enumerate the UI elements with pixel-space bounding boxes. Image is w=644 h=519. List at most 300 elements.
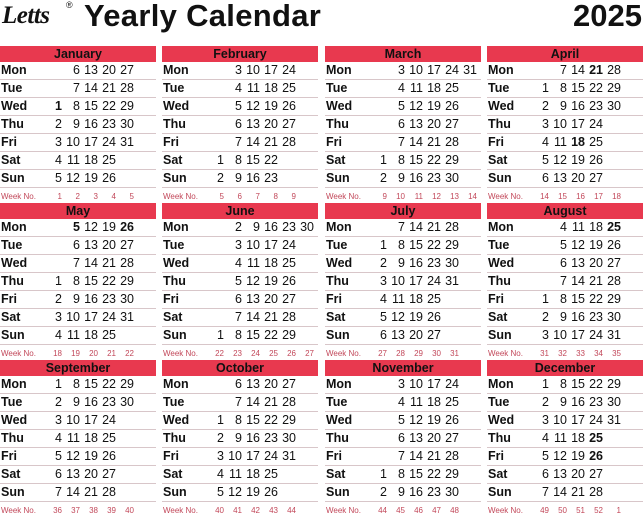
week-day-row: [0, 412, 156, 430]
date-cell: 26: [282, 274, 296, 288]
date-cell: 25: [445, 395, 459, 409]
date-cell: 15: [409, 153, 423, 167]
week-number: 45: [396, 506, 405, 515]
date-cell: 9: [560, 310, 567, 324]
date-cell: 5: [542, 449, 549, 463]
date-cell: 14: [246, 395, 260, 409]
date-cell: 22: [102, 99, 116, 113]
week-number: 1: [616, 506, 621, 515]
date-cell: 26: [607, 238, 621, 252]
date-cell: 15: [84, 377, 98, 391]
date-cell: 10: [409, 377, 423, 391]
date-cell: 20: [427, 117, 441, 131]
week-number: 7: [255, 192, 260, 201]
date-cell: 2: [380, 485, 387, 499]
date-cell: 20: [264, 292, 278, 306]
week-day-row: [325, 394, 481, 412]
date-cell: 20: [571, 467, 585, 481]
date-cell: 18: [427, 81, 441, 95]
date-cell: 11: [247, 256, 260, 270]
date-cell: 8: [73, 99, 80, 113]
date-cell: 1: [217, 328, 224, 342]
date-cell: 22: [427, 153, 441, 167]
day-name: Sun: [326, 485, 350, 499]
date-cell: 8: [560, 377, 567, 391]
day-name: Mon: [163, 63, 189, 77]
date-cell: 16: [571, 395, 585, 409]
date-cell: 23: [102, 395, 116, 409]
date-cell: 7: [560, 274, 567, 288]
day-name: Tue: [1, 395, 23, 409]
week-number: 51: [576, 506, 585, 515]
week-number: 20: [89, 349, 98, 358]
date-cell: 15: [84, 99, 98, 113]
week-day-row: [325, 219, 481, 237]
date-cell: 27: [120, 238, 134, 252]
date-cell: 19: [246, 485, 260, 499]
week-day-row: [325, 448, 481, 466]
date-cell: 26: [589, 449, 603, 463]
week-day-row: [0, 219, 156, 237]
date-cell: 11: [67, 431, 80, 445]
date-cell: 17: [427, 377, 441, 391]
date-cell: 5: [217, 485, 224, 499]
date-cell: 18: [264, 81, 278, 95]
date-cell: 29: [607, 81, 621, 95]
date-cell: 11: [554, 431, 567, 445]
week-number: 32: [558, 349, 567, 358]
day-name: Mon: [488, 220, 514, 234]
date-cell: 4: [542, 431, 549, 445]
date-cell: 18: [571, 135, 585, 149]
week-number: 48: [450, 506, 459, 515]
date-cell: 3: [55, 135, 62, 149]
week-number: 6: [237, 192, 242, 201]
week-day-row: [325, 412, 481, 430]
date-cell: 20: [409, 328, 423, 342]
day-name: Fri: [163, 292, 179, 306]
date-cell: 5: [55, 449, 62, 463]
date-cell: 6: [398, 431, 405, 445]
day-name: Sat: [1, 310, 21, 324]
week-day-row: [0, 170, 156, 188]
date-cell: 30: [445, 256, 459, 270]
date-cell: 3: [398, 63, 405, 77]
date-cell: 10: [246, 63, 260, 77]
date-cell: 17: [427, 63, 441, 77]
date-cell: 15: [571, 292, 585, 306]
week-day-row: [487, 237, 643, 255]
date-cell: 7: [398, 220, 405, 234]
date-cell: 26: [445, 413, 459, 427]
date-cell: 9: [73, 117, 80, 131]
date-cell: 2: [55, 117, 62, 131]
date-cell: 16: [571, 310, 585, 324]
week-day-row: [487, 466, 643, 484]
week-number: 40: [125, 506, 134, 515]
date-cell: 18: [84, 431, 98, 445]
date-cell: 13: [409, 431, 423, 445]
date-cell: 10: [553, 117, 567, 131]
week-number: 25: [269, 349, 278, 358]
week-day-row: [487, 116, 643, 134]
date-cell: 28: [589, 485, 603, 499]
date-cell: 6: [235, 117, 242, 131]
month-block: [162, 360, 318, 516]
date-cell: 25: [102, 328, 116, 342]
date-cell: 27: [282, 292, 296, 306]
week-day-row: [162, 152, 318, 170]
week-no-label: Week No.: [1, 349, 36, 358]
week-number: 16: [576, 192, 585, 201]
week-number: 15: [558, 192, 567, 201]
date-cell: 9: [560, 99, 567, 113]
week-number: 31: [450, 349, 459, 358]
day-name: Sat: [488, 467, 508, 481]
day-name: Sat: [1, 153, 21, 167]
week-number: 44: [287, 506, 296, 515]
day-name: Wed: [326, 256, 353, 270]
date-cell: 24: [445, 63, 459, 77]
week-number: 9: [382, 192, 387, 201]
week-day-row: [0, 237, 156, 255]
date-cell: 30: [120, 395, 134, 409]
date-cell: 21: [589, 274, 603, 288]
week-number: 27: [378, 349, 387, 358]
date-cell: 20: [571, 171, 585, 185]
date-cell: 23: [102, 292, 116, 306]
day-name: Wed: [1, 256, 28, 270]
date-cell: 23: [589, 395, 603, 409]
date-cell: 22: [427, 467, 441, 481]
month-name: March: [325, 46, 481, 62]
week-number: 31: [540, 349, 549, 358]
day-name: Wed: [163, 413, 190, 427]
date-cell: 23: [264, 431, 278, 445]
date-cell: 10: [409, 63, 423, 77]
date-cell: 20: [84, 467, 98, 481]
week-day-row: [162, 291, 318, 309]
day-name: Sat: [163, 310, 183, 324]
date-cell: 14: [246, 310, 260, 324]
day-name: Mon: [326, 220, 352, 234]
date-cell: 1: [55, 377, 62, 391]
week-day-row: [325, 273, 481, 291]
day-name: Tue: [1, 238, 23, 252]
week-day-row: [487, 412, 643, 430]
month-block: [487, 360, 643, 516]
month-name: May: [0, 203, 156, 219]
date-cell: 2: [55, 395, 62, 409]
day-name: Mon: [1, 63, 27, 77]
date-cell: 1: [542, 377, 549, 391]
date-cell: 6: [542, 467, 549, 481]
week-day-row: [325, 134, 481, 152]
week-day-row: [487, 219, 643, 237]
week-day-row: [162, 237, 318, 255]
date-cell: 13: [553, 467, 567, 481]
date-cell: 26: [120, 220, 134, 234]
date-cell: 4: [542, 135, 549, 149]
date-cell: 9: [235, 171, 242, 185]
week-number: 8: [273, 192, 278, 201]
date-cell: 8: [560, 292, 567, 306]
month-name: February: [162, 46, 318, 62]
week-day-row: [487, 309, 643, 327]
day-name: Sat: [326, 310, 346, 324]
week-number: 2: [75, 192, 80, 201]
date-cell: 12: [246, 274, 260, 288]
day-name: Tue: [326, 238, 348, 252]
date-cell: 19: [427, 99, 441, 113]
date-cell: 20: [102, 63, 116, 77]
week-day-row: [0, 116, 156, 134]
date-cell: 22: [589, 81, 603, 95]
date-cell: 11: [410, 395, 423, 409]
date-cell: 21: [571, 485, 585, 499]
week-number: 17: [594, 192, 603, 201]
date-cell: 1: [380, 153, 387, 167]
date-cell: 16: [409, 485, 423, 499]
week-day-row: [162, 255, 318, 273]
date-cell: 26: [427, 310, 441, 324]
date-cell: 17: [84, 135, 98, 149]
date-cell: 24: [427, 274, 441, 288]
date-cell: 20: [589, 256, 603, 270]
date-cell: 29: [445, 153, 459, 167]
day-name: Fri: [488, 292, 504, 306]
date-cell: 30: [445, 171, 459, 185]
date-cell: 12: [66, 449, 80, 463]
date-cell: 18: [427, 395, 441, 409]
date-cell: 23: [427, 485, 441, 499]
date-cell: 30: [120, 117, 134, 131]
date-cell: 29: [607, 377, 621, 391]
week-day-row: [325, 376, 481, 394]
week-no-label: Week No.: [163, 506, 198, 515]
date-cell: 23: [264, 171, 278, 185]
date-cell: 25: [427, 292, 441, 306]
date-cell: 4: [235, 256, 242, 270]
day-name: Thu: [326, 117, 349, 131]
date-cell: 5: [235, 274, 242, 288]
date-cell: 2: [542, 310, 549, 324]
month-name: November: [325, 360, 481, 376]
date-cell: 11: [572, 220, 585, 234]
date-cell: 23: [427, 256, 441, 270]
date-cell: 21: [427, 220, 441, 234]
date-cell: 22: [264, 328, 278, 342]
date-cell: 30: [445, 485, 459, 499]
date-cell: 19: [84, 449, 98, 463]
week-number: 29: [414, 349, 423, 358]
date-cell: 15: [246, 153, 260, 167]
date-cell: 1: [55, 274, 62, 288]
week-day-row: [325, 116, 481, 134]
day-name: Fri: [326, 449, 342, 463]
week-day-row: [325, 152, 481, 170]
date-cell: 5: [542, 153, 549, 167]
week-number: 9: [291, 192, 296, 201]
week-number: 38: [89, 506, 98, 515]
date-cell: 4: [55, 431, 62, 445]
date-cell: 24: [589, 328, 603, 342]
date-cell: 28: [282, 310, 296, 324]
date-cell: 16: [571, 99, 585, 113]
day-name: Wed: [326, 413, 353, 427]
month-block: [0, 360, 156, 516]
day-name: Tue: [163, 395, 185, 409]
week-no-label: Week No.: [488, 192, 523, 201]
date-cell: 7: [542, 485, 549, 499]
date-cell: 25: [445, 81, 459, 95]
week-numbers-row: [0, 502, 156, 519]
date-cell: 10: [66, 413, 80, 427]
date-cell: 27: [589, 171, 603, 185]
calendar-header: [0, 0, 644, 40]
date-cell: 29: [120, 274, 134, 288]
week-day-row: [0, 98, 156, 116]
week-numbers-row: [487, 502, 643, 519]
week-number: 33: [576, 349, 585, 358]
date-cell: 11: [229, 467, 242, 481]
date-cell: 31: [120, 310, 134, 324]
date-cell: 7: [73, 81, 80, 95]
week-day-row: [0, 327, 156, 345]
day-name: Fri: [326, 135, 342, 149]
week-number: 42: [251, 506, 260, 515]
date-cell: 5: [398, 99, 405, 113]
date-cell: 28: [120, 81, 134, 95]
week-number: 1: [57, 192, 62, 201]
date-cell: 24: [282, 63, 296, 77]
date-cell: 14: [409, 220, 423, 234]
week-number: 46: [414, 506, 423, 515]
day-name: Sat: [326, 153, 346, 167]
date-cell: 23: [427, 171, 441, 185]
date-cell: 30: [282, 431, 296, 445]
day-name: Tue: [163, 81, 185, 95]
week-no-label: Week No.: [1, 192, 36, 201]
date-cell: 17: [571, 413, 585, 427]
date-cell: 15: [246, 328, 260, 342]
date-cell: 9: [253, 220, 260, 234]
week-number: 5: [129, 192, 134, 201]
date-cell: 6: [380, 328, 387, 342]
day-name: Tue: [1, 81, 23, 95]
date-cell: 12: [553, 449, 567, 463]
day-name: Sun: [1, 171, 25, 185]
week-day-row: [0, 394, 156, 412]
month-name: June: [162, 203, 318, 219]
week-number: 30: [432, 349, 441, 358]
week-day-row: [162, 466, 318, 484]
day-name: Sun: [163, 171, 187, 185]
week-numbers-row: [162, 502, 318, 519]
date-cell: 10: [246, 238, 260, 252]
week-number: 13: [450, 192, 459, 201]
date-cell: 13: [391, 328, 405, 342]
date-cell: 27: [589, 467, 603, 481]
week-number: 44: [378, 506, 387, 515]
week-number: 19: [71, 349, 80, 358]
date-cell: 6: [55, 467, 62, 481]
date-cell: 13: [246, 117, 260, 131]
date-cell: 26: [102, 171, 116, 185]
day-name: Sun: [326, 171, 350, 185]
date-cell: 21: [264, 310, 278, 324]
date-cell: 23: [589, 99, 603, 113]
date-cell: 13: [84, 238, 98, 252]
date-cell: 4: [380, 292, 387, 306]
letts-logo: Letts: [2, 2, 50, 29]
day-name: Sun: [488, 171, 512, 185]
date-cell: 27: [282, 117, 296, 131]
week-day-row: [325, 327, 481, 345]
date-cell: 13: [246, 377, 260, 391]
date-cell: 12: [571, 238, 585, 252]
week-day-row: [487, 170, 643, 188]
week-day-row: [487, 448, 643, 466]
day-name: Sat: [163, 467, 183, 481]
date-cell: 22: [102, 377, 116, 391]
day-name: Wed: [1, 99, 28, 113]
date-cell: 21: [264, 395, 278, 409]
date-cell: 19: [571, 449, 585, 463]
date-cell: 16: [246, 431, 260, 445]
date-cell: 28: [445, 135, 459, 149]
week-number: 22: [215, 349, 224, 358]
date-cell: 16: [246, 171, 260, 185]
date-cell: 28: [607, 274, 621, 288]
day-name: Thu: [163, 117, 186, 131]
date-cell: 11: [392, 292, 405, 306]
date-cell: 31: [607, 328, 621, 342]
day-name: Thu: [1, 274, 24, 288]
week-day-row: [162, 170, 318, 188]
date-cell: 7: [235, 310, 242, 324]
date-cell: 20: [264, 377, 278, 391]
week-day-row: [162, 309, 318, 327]
month-name: August: [487, 203, 643, 219]
week-day-row: [162, 430, 318, 448]
week-number: 21: [107, 349, 116, 358]
week-day-row: [162, 448, 318, 466]
day-name: Sat: [1, 467, 21, 481]
month-name: July: [325, 203, 481, 219]
month-block: [325, 203, 481, 359]
date-cell: 5: [55, 171, 62, 185]
month-block: [325, 360, 481, 516]
date-cell: 24: [589, 413, 603, 427]
date-cell: 17: [264, 63, 278, 77]
day-name: Thu: [1, 117, 24, 131]
day-name: Tue: [326, 395, 348, 409]
date-cell: 16: [409, 256, 423, 270]
date-cell: 19: [84, 171, 98, 185]
date-cell: 8: [73, 274, 80, 288]
date-cell: 21: [84, 485, 98, 499]
date-cell: 15: [409, 467, 423, 481]
week-day-row: [0, 255, 156, 273]
day-name: Mon: [488, 63, 514, 77]
date-cell: 10: [391, 274, 405, 288]
date-cell: 8: [235, 153, 242, 167]
date-cell: 25: [282, 81, 296, 95]
date-cell: 29: [607, 292, 621, 306]
day-name: Sun: [163, 328, 187, 342]
date-cell: 15: [84, 274, 98, 288]
